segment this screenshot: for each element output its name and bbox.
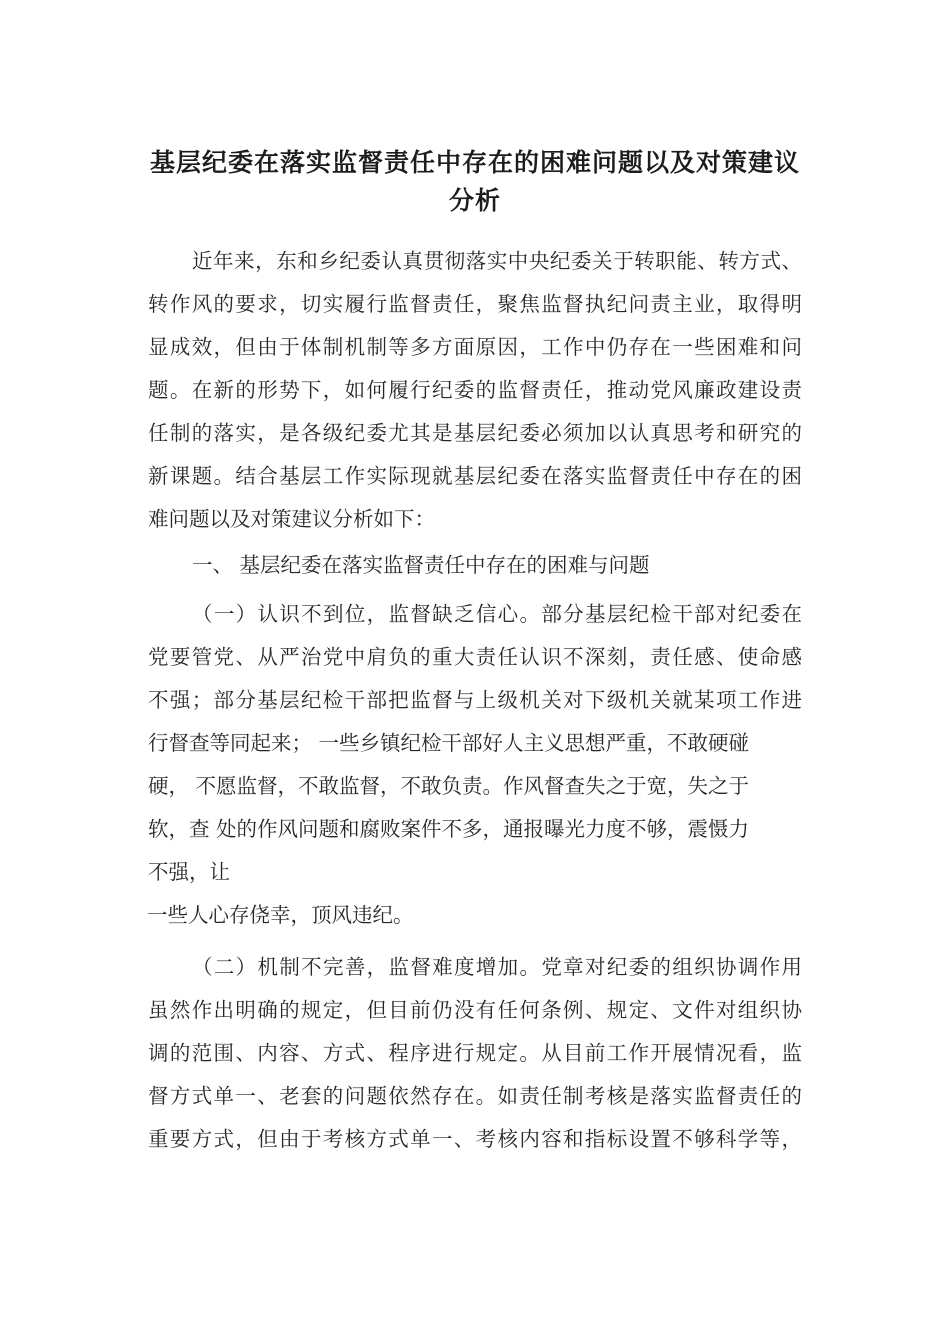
paragraph-2-line: 党要管党、从严治党中肩负的重大责任认识不深刻，责任感、使命感	[148, 645, 802, 669]
paragraph-1-line: 题。在新的形势下，如何履行纪委的监督责任，推动党风廉政建设责	[148, 378, 802, 402]
paragraph-3-line: 督方式单一、老套的问题依然存在。如责任制考核是落实监督责任的	[148, 1084, 802, 1108]
paragraph-2-line: 硬， 不愿监督，不敢监督，不敢负责。作风督查失之于宽，失之于	[148, 774, 750, 798]
paragraph-1-line: 难问题以及对策建议分析如下：	[148, 507, 435, 531]
paragraph-2-line: 软，查 处的作风问题和腐败案件不多，通报曝光力度不够，震慑力	[148, 817, 750, 841]
paragraph-3-line: （二）机制不完善，监督难度增加。党章对纪委的组织协调作用	[192, 955, 802, 979]
document-title-line-2: 分析	[448, 186, 501, 215]
paragraph-3-line: 调的范围、内容、方式、程序进行规定。从目前工作开展情况看，监	[148, 1041, 802, 1065]
document-title-line-1: 基层纪委在落实监督责任中存在的困难问题以及对策建议	[149, 148, 800, 177]
paragraph-2-line: 不强，让	[148, 860, 230, 884]
paragraph-1-line: 显成效，但由于体制机制等多方面原因，工作中仍存在一些困难和问	[148, 335, 802, 359]
paragraph-2-line: 一些人心存侥幸，顶风违纪。	[147, 903, 414, 927]
paragraph-1-line: 近年来，东和乡纪委认真贯彻落实中央纪委关于转职能、转方式、	[192, 249, 802, 273]
paragraph-2-line: （一）认识不到位，监督缺乏信心。部分基层纪检干部对纪委在	[192, 602, 802, 626]
paragraph-1-line: 转作风的要求，切实履行监督责任，聚焦监督执纪问责主业，取得明	[148, 292, 802, 316]
paragraph-1-line: 任制的落实，是各级纪委尤其是基层纪委必须加以认真思考和研究的	[148, 421, 802, 445]
paragraph-2-line: 行督查等同起来； 一些乡镇纪检干部好人主义思想严重，不敢硬碰	[148, 731, 750, 755]
paragraph-3-line: 重要方式，但由于考核方式单一、考核内容和指标设置不够科学等，	[148, 1127, 802, 1151]
paragraph-3-line: 虽然作出明确的规定，但目前仍没有任何条例、规定、文件对组织协	[148, 998, 802, 1022]
section-heading: 一、 基层纪委在落实监督责任中存在的困难与问题	[192, 553, 650, 577]
paragraph-1-line: 新课题。结合基层工作实际现就基层纪委在落实监督责任中存在的困	[148, 464, 802, 488]
paragraph-2-line: 不强；部分基层纪检干部把监督与上级机关对下级机关就某项工作进	[148, 688, 802, 712]
